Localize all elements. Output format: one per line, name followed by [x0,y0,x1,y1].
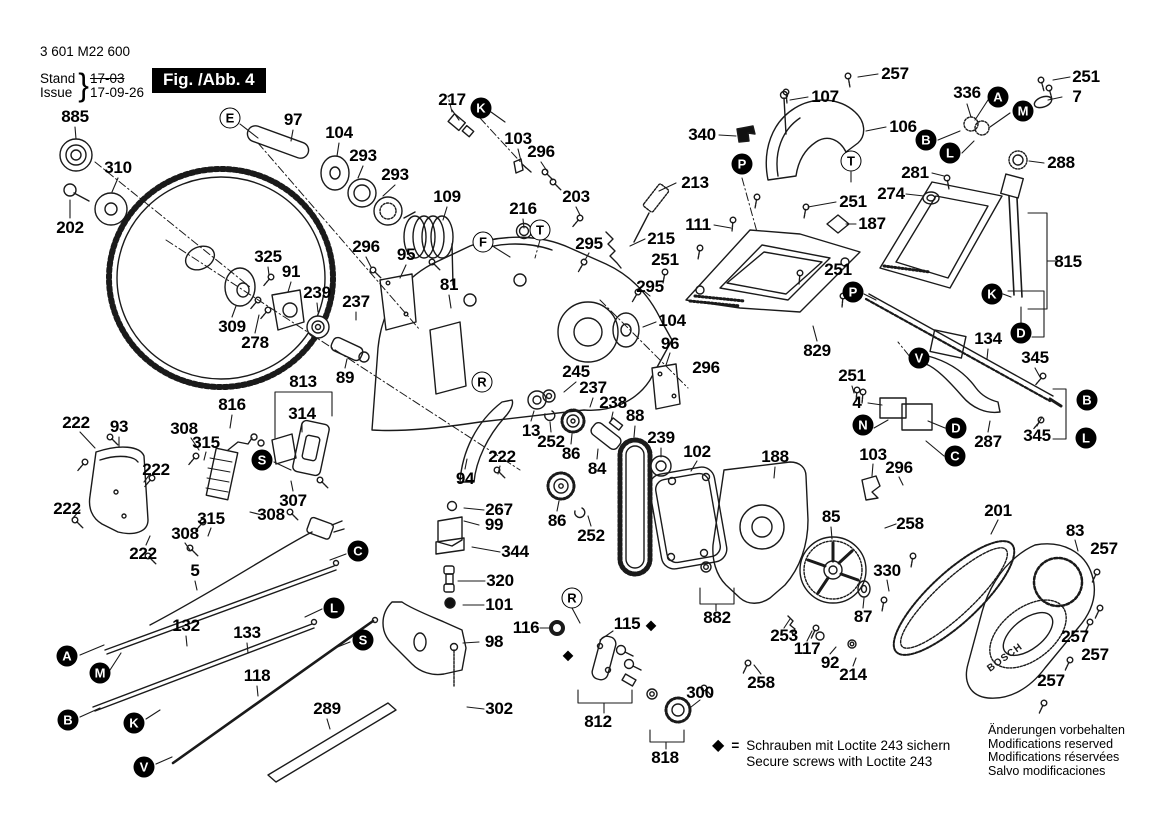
reference-badge-S: S [252,450,273,471]
part-callout-4: 4 [852,393,862,412]
part-callout-203: 203 [562,187,590,206]
cable-clamp [737,126,755,142]
equals-sign: = [731,738,740,753]
part-callout-813: 813 [289,372,317,391]
reference-badge-D: D [946,418,967,439]
part-callout-103: 103 [859,445,887,464]
part-callout-216: 216 [509,199,537,218]
part-callout-134: 134 [974,329,1002,348]
part-callout-237: 237 [579,378,607,397]
part-callout-296: 296 [885,458,913,477]
part-callout-118: 118 [243,666,271,685]
part-callout-133: 133 [233,623,261,642]
part-callout-13: 13 [521,421,541,440]
part-callout-310: 310 [104,158,132,177]
part-callout-101: 101 [485,595,513,614]
part-callout-116: 116 [512,618,540,637]
legend-line-de: Schrauben mit Loctite 243 sichern [746,738,951,753]
part-callout-296: 296 [527,142,555,161]
part-callout-300: 300 [686,683,714,702]
part-callout-257: 257 [1081,645,1109,664]
part-callout-336: 336 [953,83,981,102]
part-callout-217: 217 [438,90,466,109]
diamond-icon: ◆ [712,737,725,754]
part-callout-83: 83 [1065,521,1085,540]
reference-badge-P: P [843,282,864,303]
reference-badge-T: T [530,220,551,241]
part-callout-81: 81 [439,275,459,294]
note-es: Salvo modificaciones [988,763,1106,778]
part-callout-295: 295 [575,234,603,253]
loctite-diamond-marker: ◆ [562,646,574,663]
reference-badge-V: V [909,348,930,369]
part-callout-812: 812 [584,712,612,731]
part-callout-267: 267 [485,500,513,519]
reference-badge-T: T [841,151,862,172]
reference-badge-E: E [220,108,241,129]
reference-badge-B: B [58,710,79,731]
figure-label: Fig. /Abb. 4 [152,68,266,93]
reference-badge-A: A [57,646,78,667]
note-de: Änderungen vorbehalten [988,723,1125,737]
part-callout-239: 239 [303,283,331,302]
part-callout-102: 102 [683,442,711,461]
part-callout-251: 251 [824,260,852,279]
part-callout-816: 816 [218,395,246,414]
part-callout-258: 258 [747,673,775,692]
part-callout-296: 296 [352,237,380,256]
part-number: 3 601 M22 600 [40,44,131,59]
part-callout-85: 85 [821,507,841,526]
reference-badge-B: B [916,130,937,151]
reference-badge-R: R [472,372,493,393]
part-callout-293: 293 [381,165,409,184]
part-callout-274: 274 [877,184,905,203]
reference-badge-V: V [134,757,155,778]
brace-glyph: } [78,67,89,103]
part-callout-239: 239 [647,428,675,447]
reference-badge-B: B [1077,390,1098,411]
part-callout-345: 345 [1021,348,1049,367]
part-callout-132: 132 [172,616,200,635]
part-callout-258: 258 [896,514,924,533]
note-en: Modifications reserved [988,736,1114,751]
part-callout-253: 253 [770,626,798,645]
part-callout-815: 815 [1054,252,1082,271]
part-callout-257: 257 [1061,627,1089,646]
loctite-diamond-marker: ◆ [645,616,657,633]
part-callout-107: 107 [811,87,839,106]
part-callout-345: 345 [1023,426,1051,445]
part-callout-215: 215 [647,229,675,248]
part-callout-89: 89 [335,368,355,387]
part-callout-829: 829 [803,341,831,360]
part-callout-251: 251 [838,366,866,385]
reference-badge-F: F [473,232,494,253]
part-callout-257: 257 [881,64,909,83]
part-callout-104: 104 [658,311,686,330]
legend-line-en: Secure screws with Loctite 243 [746,753,933,769]
part-callout-104: 104 [325,123,353,142]
part-callout-86: 86 [561,444,581,463]
part-callout-213: 213 [681,173,709,192]
part-callout-96: 96 [660,334,680,353]
part-callout-222: 222 [142,460,170,479]
part-callout-257: 257 [1037,671,1065,690]
reference-badge-M: M [1013,101,1034,122]
part-callout-885: 885 [61,107,89,126]
part-callout-245: 245 [562,362,590,381]
part-callout-307: 307 [279,491,307,510]
part-callout-5: 5 [190,561,200,580]
reference-badge-P: P [732,154,753,175]
part-callout-325: 325 [254,247,282,266]
title-block [40,44,144,104]
part-callout-97: 97 [283,110,303,129]
part-callout-295: 295 [636,277,664,296]
part-callout-340: 340 [688,125,716,144]
reference-badge-A: A [988,87,1009,108]
part-callout-308: 308 [257,505,285,524]
part-callout-87: 87 [853,607,873,626]
part-callout-188: 188 [761,447,789,466]
part-callout-94: 94 [455,469,475,488]
part-callout-315: 315 [192,433,220,452]
part-callout-222: 222 [53,499,81,518]
reference-badge-L: L [1076,428,1097,449]
gear-cover [647,462,873,648]
reference-badge-K: K [982,284,1003,305]
reference-badge-N: N [853,415,874,436]
part-callout-309: 309 [218,317,246,336]
issue-label: Issue [40,84,73,100]
part-callout-257: 257 [1090,539,1118,558]
part-callout-106: 106 [889,117,917,136]
part-callout-251: 251 [651,250,679,269]
part-callout-111: 111 [685,215,711,234]
part-callout-314: 314 [288,404,316,423]
part-callout-252: 252 [577,526,605,545]
part-callout-98: 98 [484,632,504,651]
part-callout-293: 293 [349,146,377,165]
part-callout-88: 88 [625,406,645,425]
part-callout-92: 92 [820,653,840,672]
part-callout-117: 117 [793,639,821,658]
reference-badge-K: K [471,98,492,119]
part-callout-289: 289 [313,699,341,718]
reference-badge-R: R [562,588,583,609]
part-callout-109: 109 [433,187,461,206]
part-callout-320: 320 [486,571,514,590]
part-callout-278: 278 [241,333,269,352]
reference-badge-S: S [353,630,374,651]
part-callout-214: 214 [839,665,867,684]
part-callout-308: 308 [170,419,198,438]
reference-badge-L: L [324,598,345,619]
part-callout-91: 91 [281,262,301,281]
reference-badge-C: C [945,446,966,467]
part-callout-7: 7 [1072,87,1082,106]
reference-badge-K: K [124,713,145,734]
part-callout-84: 84 [587,459,607,478]
part-callout-882: 882 [703,608,731,627]
part-callout-103: 103 [504,129,532,148]
part-callout-308: 308 [171,524,199,543]
part-callout-93: 93 [109,417,129,436]
part-callout-222: 222 [62,413,90,432]
part-callout-238: 238 [599,393,627,412]
part-callout-251: 251 [839,192,867,211]
note-fr: Modifications réservées [988,750,1120,765]
part-callout-95: 95 [396,245,416,264]
reference-badge-D: D [1011,323,1032,344]
part-callout-86: 86 [547,511,567,530]
part-callout-202: 202 [56,218,84,237]
reference-badge-L: L [940,143,961,164]
part-callout-251: 251 [1072,67,1100,86]
loctite-legend [712,738,950,769]
reference-badge-C: C [348,541,369,562]
issue-date: 17-09-26 [89,84,145,100]
superseded-date: 17-03 [89,70,125,86]
part-callout-201: 201 [984,501,1012,520]
part-callout-296: 296 [692,358,720,377]
reference-badge-M: M [90,663,111,684]
part-callout-99: 99 [484,515,504,534]
bosch-logo: BOSCH [985,641,1026,675]
part-callout-344: 344 [501,542,529,561]
part-callout-818: 818 [651,748,679,767]
part-callout-187: 187 [858,214,886,233]
part-callout-281: 281 [901,163,929,182]
part-callout-222: 222 [129,544,157,563]
modification-notes [988,724,1125,778]
part-callout-237: 237 [342,292,370,311]
stand-label: Stand [40,70,76,86]
part-callout-288: 288 [1047,153,1075,172]
part-callout-252: 252 [537,432,565,451]
part-callout-330: 330 [873,561,901,580]
part-callout-315: 315 [197,509,225,528]
part-callout-222: 222 [488,447,516,466]
part-callout-115: 115 [613,614,641,633]
part-callout-287: 287 [974,432,1002,451]
part-callout-302: 302 [485,699,513,718]
